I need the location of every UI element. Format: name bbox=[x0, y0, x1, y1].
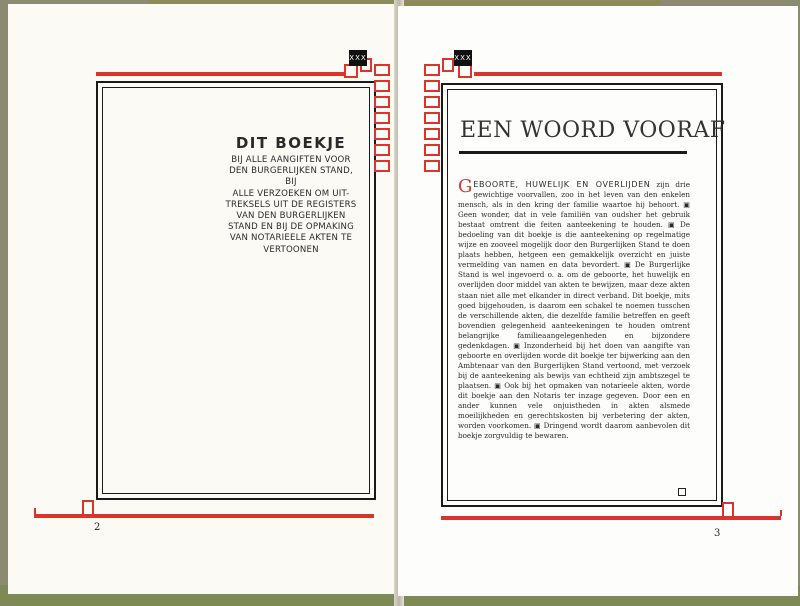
subtitle-line: ALLE VERZOEKEN OM UIT- bbox=[232, 188, 350, 199]
page-heading: EEN WOORD VOORAF bbox=[460, 118, 726, 143]
red-ornament bbox=[442, 58, 454, 72]
book-title: DIT BOEKJE bbox=[235, 134, 347, 152]
page-number: 2 bbox=[94, 522, 101, 533]
foreword-body: zijn drie gewichtige voorvallen, zoo in het leven van den enkelen mensch, als in den kring der familie waartoe hij behoort. ▣ Geen wonder, dat in vele familiën van oudsher het gebruik bestaat omtrent die feiten aanteekening te houden. ▣ De bedoeling van dit boekje is die aanteekening op regelmatige wijze en zooveel mogelijk door den Burgerlijken Stand te doen plaats hebben, hetgeen een gemakkelijk overzicht en juiste vermelding van namen en data bevordert. ▣ De Burgerlijke Stand is wel ingevoerd o. a. om de geboorte, het huwelijk en overlijden door middel van akten te bewijzen, maar deze akten staan niet alle met elkander in direct verband. Dit boekje, mits goed bijgehouden, is daarom een schakel te noemen tusschen de verschillende akten, die dezelfde familie betreffen en geeft bovendien gelegenheid aanteekeningen te houden omtrent belangrijke familieaangelegenheden en bijzondere gedenkdagen. ▣ Inzonderheid bij het doen van aangifte van geboorte en overlijden worde dit boekje ter bijwerking aan den Ambtenaar van den Burgerlijken Stand vertoond, met verzoek bij de aanteekening als bewijs van echtheid zijn ambtszegel te plaatsen. ▣ Ook bij het opmaken van notarieele akten, worde dit boekje aan den Notaris ter inzage gegeven. Door een en ander kunnen vele onjuistheden in akten alsmede moeilijkheden en gerechtskosten bij verbetering der akten, worden voorkomen. ▣ Dringend wordt daarom aanbevolen dit boekje zorgvuldig te bewaren. bbox=[458, 180, 690, 441]
red-meander-ornament bbox=[424, 64, 442, 176]
red-border-line bbox=[474, 72, 722, 76]
subtitle-line: VERTOONEN bbox=[263, 244, 319, 255]
red-border-line bbox=[96, 72, 344, 76]
red-ornament bbox=[344, 64, 358, 78]
subtitle-line: STAND EN BIJ DE OPMAKING bbox=[227, 222, 355, 233]
heading-underline bbox=[459, 151, 687, 154]
subtitle-line: DEN BURGERLIJKEN STAND, BIJ bbox=[229, 166, 353, 188]
book-title-block bbox=[222, 134, 360, 256]
subtitle-line: BIJ ALLE AANGIFTEN VOOR bbox=[231, 155, 351, 165]
end-mark-icon bbox=[678, 488, 686, 496]
subtitle-line: VAN DEN BURGERLIJKEN bbox=[236, 211, 346, 222]
subtitle-line: VAN NOTARIEELE AKTEN TE bbox=[229, 233, 353, 244]
drop-cap: G bbox=[458, 176, 473, 197]
lead-in: EBOORTE, HUWELIJK EN OVERLIJDEN bbox=[473, 180, 651, 189]
amsterdam-seal-icon: XXX bbox=[454, 50, 472, 66]
red-ornament bbox=[736, 510, 782, 516]
book-subtitle bbox=[222, 155, 360, 256]
red-ornament bbox=[82, 500, 94, 516]
red-meander-ornament bbox=[374, 64, 392, 176]
red-ornament bbox=[34, 508, 80, 514]
foreword-text bbox=[458, 176, 690, 441]
subtitle-line: TREKSELS UIT DE REGISTERS bbox=[225, 199, 357, 210]
page-number: 3 bbox=[714, 528, 721, 539]
red-ornament bbox=[458, 64, 472, 78]
red-ornament bbox=[722, 502, 734, 518]
amsterdam-seal-icon: XXX bbox=[349, 50, 367, 66]
